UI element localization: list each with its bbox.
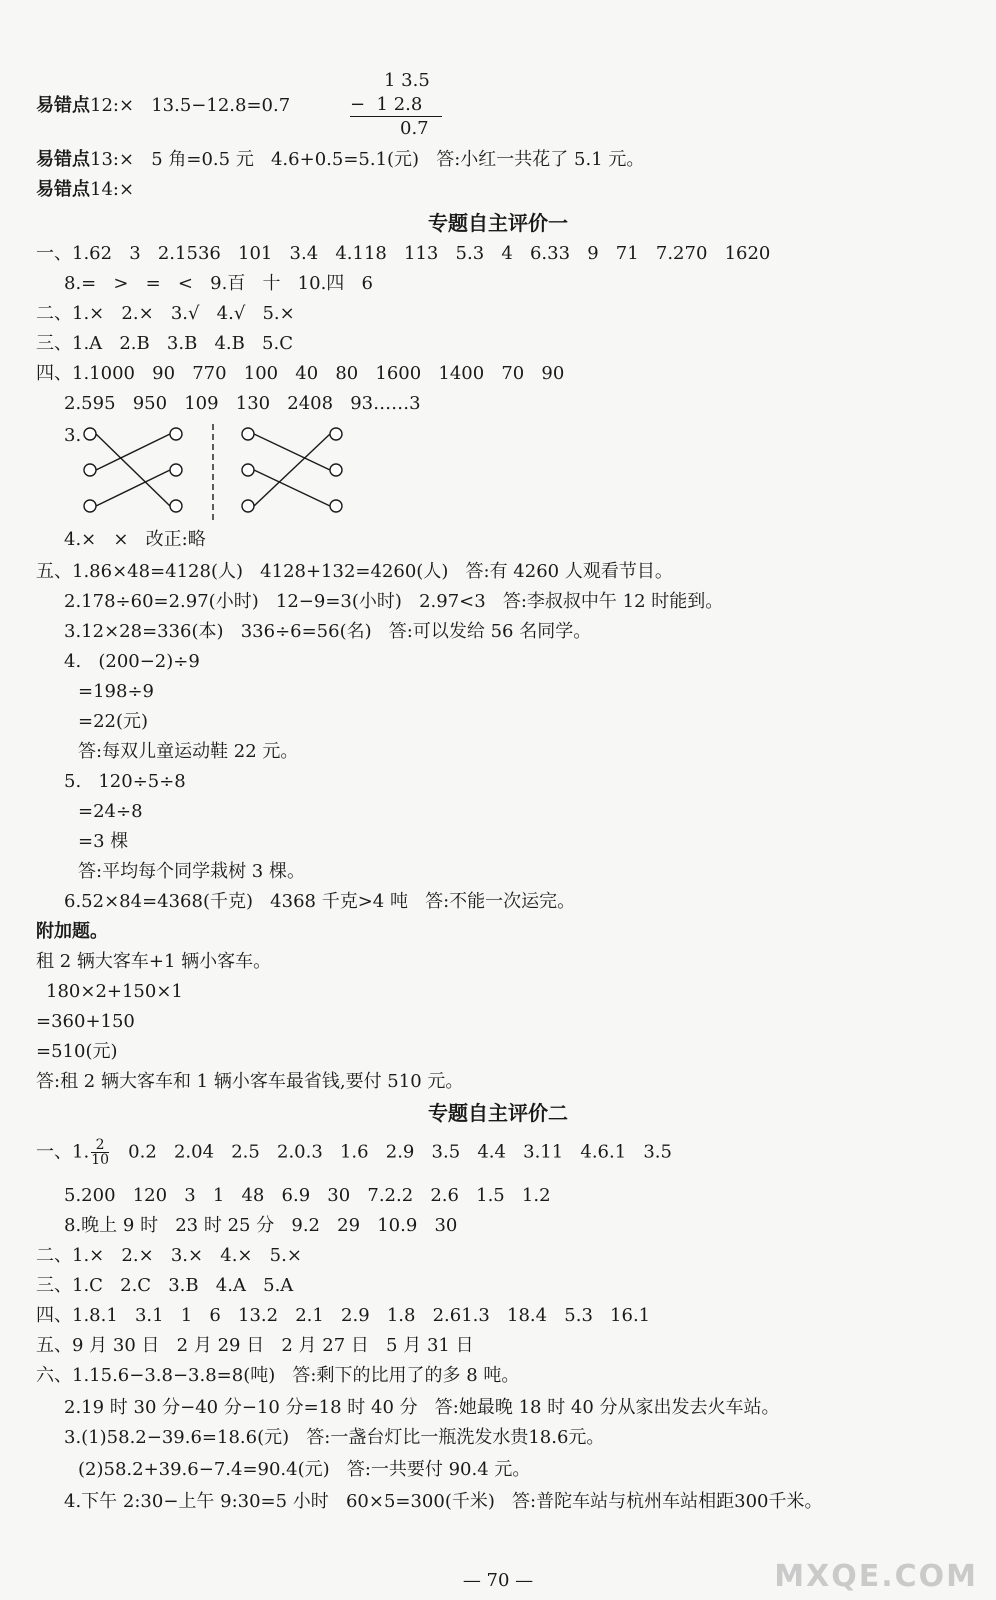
match-line [96, 470, 170, 506]
error-point-label: 易错点 [36, 179, 90, 200]
extra-2: 180×2+150×1 [46, 981, 183, 1002]
difference: 0.7 [400, 118, 429, 139]
eval1-s5-4b: =198÷9 [78, 681, 154, 702]
item-prefix: 一、1. [36, 1141, 90, 1163]
dot [84, 500, 96, 512]
subtrahend: − 1 2.8 [350, 94, 423, 115]
eval1-s5-6: 6.52×84=4368(千克) 4368 千克>4 吨 答:不能一次运完。 [64, 891, 576, 912]
dot [242, 464, 254, 476]
match-line [96, 434, 170, 506]
error-point-text: 14:× [90, 179, 135, 200]
eval1-s5-5a: 5. 120÷5÷8 [64, 771, 186, 792]
fraction-numerator: 2 [91, 1138, 109, 1153]
eval1-s4d: 4.× × 改正:略 [64, 529, 206, 550]
dot [330, 500, 342, 512]
extra-5: 答:租 2 辆大客车和 1 辆小客车最省钱,要付 510 元。 [36, 1071, 464, 1092]
error-point-14 [36, 178, 134, 202]
eval1-s5-2: 2.178÷60=2.97(小时) 12−9=3(小时) 2.97<3 答:李叔叔中午 12 时能到。 [64, 591, 724, 612]
extra-3: =360+150 [36, 1011, 135, 1032]
error-point-label: 易错点 [36, 149, 90, 170]
eval2-s1a [36, 1138, 672, 1167]
dot [170, 500, 182, 512]
dot [84, 428, 96, 440]
eval1-s5-3: 3.12×28=336(本) 336÷6=56(名) 答:可以发给 56 名同学。 [64, 621, 592, 642]
watermark-logo: MXQE.COM [774, 1559, 978, 1594]
eval1-s3: 三、1.A 2.B 3.B 4.B 5.C [36, 333, 293, 354]
eval1-s5-4c: =22(元) [78, 711, 149, 732]
error-point-text: 13:× 5 角=0.5 元 4.6+0.5=5.1(元) 答:小红一共花了 5.1 元。 [90, 149, 645, 170]
eval1-s5-4d: 答:每双儿童运动鞋 22 元。 [78, 741, 299, 762]
fraction [91, 1138, 109, 1167]
eval2-s4: 四、1.8.1 3.1 1 6 13.2 2.1 2.9 1.8 2.61.3 18.4 5.3 16.1 [36, 1305, 651, 1326]
matching-diagram [80, 424, 360, 524]
dot [330, 464, 342, 476]
error-point-text: 12:× 13.5−12.8=0.7 [90, 95, 291, 116]
extra-1: 租 2 辆大客车+1 辆小客车。 [36, 951, 272, 972]
eval1-s4a: 四、1.1000 90 770 100 40 80 1600 1400 70 90 [36, 363, 565, 384]
eval1-s5-5b: =24÷8 [78, 801, 143, 822]
eval1-s4c-label: 3. [64, 425, 82, 446]
eval1-s5-5d: 答:平均每个同学栽树 3 棵。 [78, 861, 305, 882]
eval2-s1c: 8.晚上 9 时 23 时 25 分 9.2 29 10.9 30 [64, 1215, 458, 1236]
eval2-s6-2: 2.19 时 30 分−40 分−10 分=18 时 40 分 答:她最晚 18 时 40 分从家出发去火车站。 [64, 1397, 780, 1418]
eval1-s5-5c: =3 棵 [78, 831, 129, 852]
section-title-eval1: 专题自主评价一 [428, 211, 568, 235]
error-point-13 [36, 148, 644, 172]
eval2-s6-1: 六、1.15.6−3.8−3.8=8(吨) 答:剩下的比用了的多 8 吨。 [36, 1365, 520, 1386]
eval2-s2: 二、1.× 2.× 3.× 4.× 5.× [36, 1245, 302, 1266]
eval1-s1a: 一、1.62 3 2.1536 101 3.4 4.118 113 5.3 4 6.33 9 71 7.270 1620 [36, 243, 771, 264]
dot [170, 464, 182, 476]
dot [242, 428, 254, 440]
extra-title: 附加题。 [36, 921, 108, 942]
calc-rule [350, 116, 442, 117]
eval1-s4b: 2.595 950 109 130 2408 93……3 [64, 393, 421, 414]
eval2-s6-4: 4.下午 2:30−上午 9:30=5 小时 60×5=300(千米) 答:普陀车站与杭州车站相距300千米。 [64, 1491, 823, 1512]
dot [170, 428, 182, 440]
eval2-s5: 五、9 月 30 日 2 月 29 日 2 月 27 日 5 月 31 日 [36, 1335, 474, 1356]
eval2-s6-3b: (2)58.2+39.6−7.4=90.4(元) 答:一共要付 90.4 元。 [78, 1459, 531, 1480]
eval1-s5-4a: 4. (200−2)÷9 [64, 651, 200, 672]
dot [330, 428, 342, 440]
match-line [254, 434, 330, 506]
extra-4: =510(元) [36, 1041, 118, 1062]
dot [242, 500, 254, 512]
eval2-s3: 三、1.C 2.C 3.B 4.A 5.A [36, 1275, 294, 1296]
item-rest: 0.2 2.04 2.5 2.0.3 1.6 2.9 3.5 4.4 3.11 4.6.1 3.5 [111, 1141, 672, 1163]
error-point-label: 易错点 [36, 95, 90, 116]
section-title-eval2: 专题自主评价二 [428, 1101, 568, 1125]
minuend: 1 3.5 [384, 70, 430, 91]
eval2-s6-3a: 3.(1)58.2−39.6=18.6(元) 答:一盏台灯比一瓶洗发水贵18.6元。 [64, 1427, 605, 1448]
eval1-s5-1: 五、1.86×48=4128(人) 4128+132=4260(人) 答:有 4260 人观看节目。 [36, 561, 673, 582]
match-line [96, 434, 170, 470]
match-line [254, 434, 330, 470]
match-line [254, 470, 330, 506]
error-point-12 [36, 94, 290, 118]
dot [84, 464, 96, 476]
fraction-denominator: 10 [91, 1152, 110, 1168]
eval1-s1b: 8.= > = < 9.百 十 10.四 6 [64, 273, 373, 294]
eval1-s2: 二、1.× 2.× 3.√ 4.√ 5.× [36, 303, 295, 324]
page-number: — 70 — [462, 1570, 534, 1591]
eval2-s1b: 5.200 120 3 1 48 6.9 30 7.2.2 2.6 1.5 1.2 [64, 1185, 551, 1206]
